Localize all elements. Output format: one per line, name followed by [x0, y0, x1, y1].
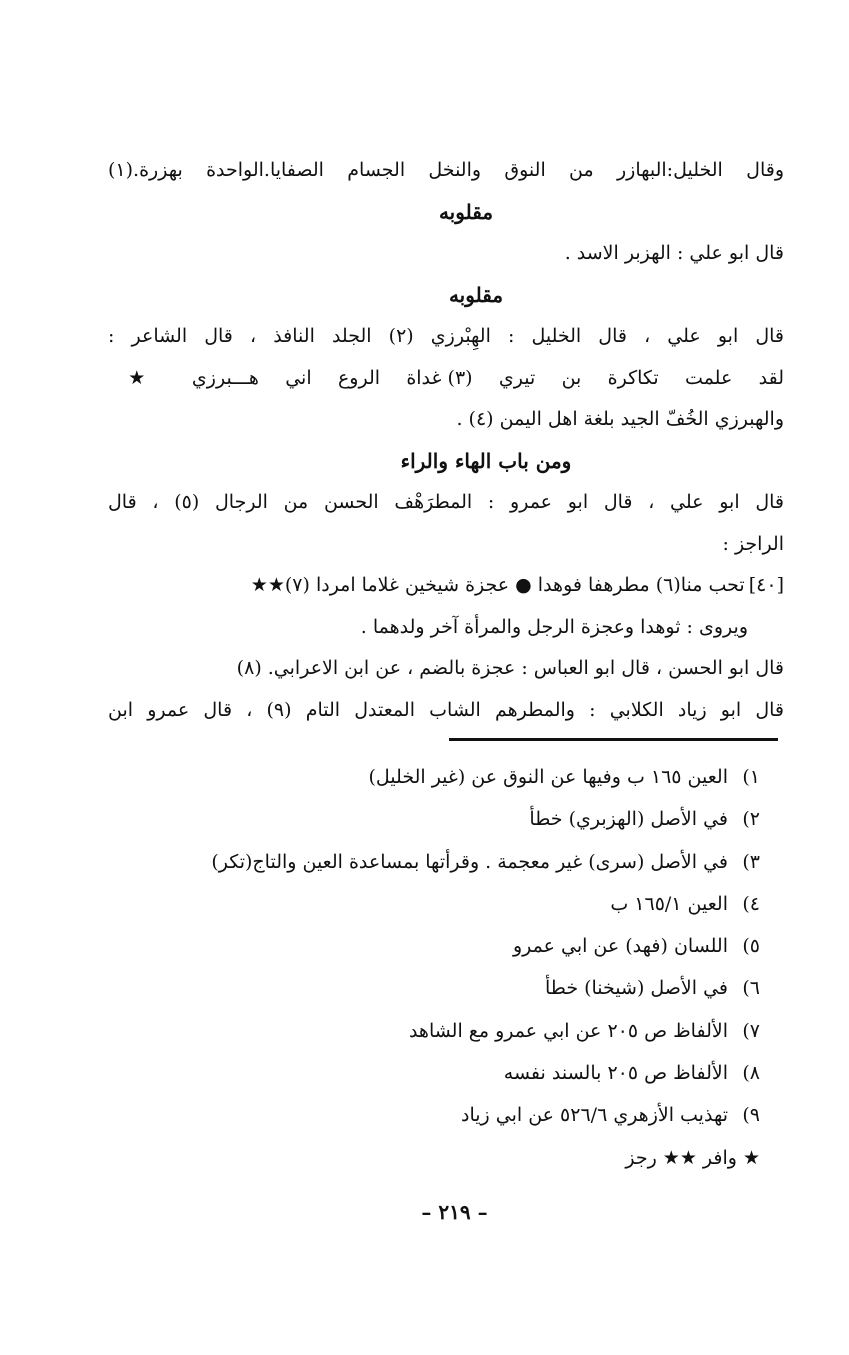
verse-line [108, 565, 784, 607]
footnote [100, 1010, 760, 1052]
footnote [100, 756, 760, 798]
footnote [100, 925, 760, 967]
footnote-text: في الأصل (شيخنا) خطأ [544, 977, 728, 1000]
footnote-number: ٩) [742, 1104, 760, 1127]
text-line: قال ابو الحسن ، قال ابو العباس : عجزة بالضم ، عن ابن الاعرابي. (٨) [236, 657, 784, 679]
footnote-number: ٣) [742, 850, 760, 873]
footnote [100, 798, 760, 840]
footnote-number: ٥) [742, 935, 760, 958]
section-heading: ومن باب الهاء والراء [400, 448, 572, 473]
text-line: قال ابو علي ، قال الخليل : الهِبْرزي (٢) الجلد النافذ ، قال الشاعر : [108, 325, 784, 347]
footnote-text: العين ١٦٥ ب وفيها عن النوق عن (غير الخليل) [368, 766, 728, 788]
verse-line: لقد علمت تكاكرة بن تيري (٣) غداة الروع اني هـــبرزي ★ [108, 366, 784, 389]
footnotes [100, 756, 760, 1179]
verse-text: تحب منا(٦) مطرهفا فوهدا ● عجزة شيخين غلاما امردا (٧)★★ [250, 574, 745, 596]
footnote-text: الألفاظ ص ٢٠٥ بالسند نفسه [503, 1062, 728, 1085]
text-line: قال ابو زياد الكلابي : والمطرهم الشاب المعتدل التام (٩) ، قال عمرو ابن [108, 698, 784, 721]
text-line: قال ابو علي ، قال ابو عمرو : المطرَهْف الحسن من الرجال (٥) ، قال [108, 491, 784, 513]
footnote [100, 967, 760, 1009]
page-number: – ٢١٩ – [421, 1200, 488, 1224]
footnote-number: ٧) [742, 1019, 760, 1042]
footnote-number: ٦) [742, 977, 760, 1000]
footnote-text: العين ١٦٥/١ ب [610, 892, 728, 915]
text-line: ويروى : ثوهدا وعجزة الرجل والمرأة آخر ولدهما . [360, 615, 748, 638]
footnote-text: تهذيب الأزهري ٥٢٦/٦ عن ابي زياد [461, 1104, 728, 1127]
footnote-text: اللسان (فهد) عن ابي عمرو [512, 935, 728, 958]
footnote-number: ٤) [742, 892, 760, 915]
footnote [100, 1094, 760, 1136]
footnote [100, 1052, 760, 1094]
footnote-number: ١) [742, 766, 760, 788]
footnote-text: في الأصل (الهزبري) خطأ [529, 808, 728, 831]
footnote-text: الألفاظ ص ٢٠٥ عن ابي عمرو مع الشاهد [408, 1019, 728, 1042]
text-line: الراجز : [722, 532, 784, 555]
main-text [108, 150, 784, 731]
footnote-number: ٢) [742, 808, 760, 831]
text-line: والهبرزي الخُفّ الجيد بلغة اهل اليمن (٤) . [456, 408, 784, 430]
footnote [100, 841, 760, 883]
meter-note: ★ وافر ★★ رجز [625, 1146, 760, 1169]
footnote-number: ٨) [742, 1062, 760, 1085]
section-heading: مقلوبه [438, 199, 494, 224]
footnote-text: في الأصل (سرى) غير معجمة . وقرأتها بمساعدة العين والتاج(تكر) [211, 850, 728, 873]
text-line: قال ابو علي : الهزبر الاسد . [564, 242, 784, 264]
section-heading: مقلوبه [448, 282, 504, 307]
verse-number: [٤٠] [748, 574, 784, 596]
footnote [100, 883, 760, 925]
footnote-separator [449, 738, 778, 741]
text-line: وقال الخليل:البهازر من النوق والنخل الجسام الصفايا.الواحدة بهزرة.(١) [108, 159, 784, 181]
